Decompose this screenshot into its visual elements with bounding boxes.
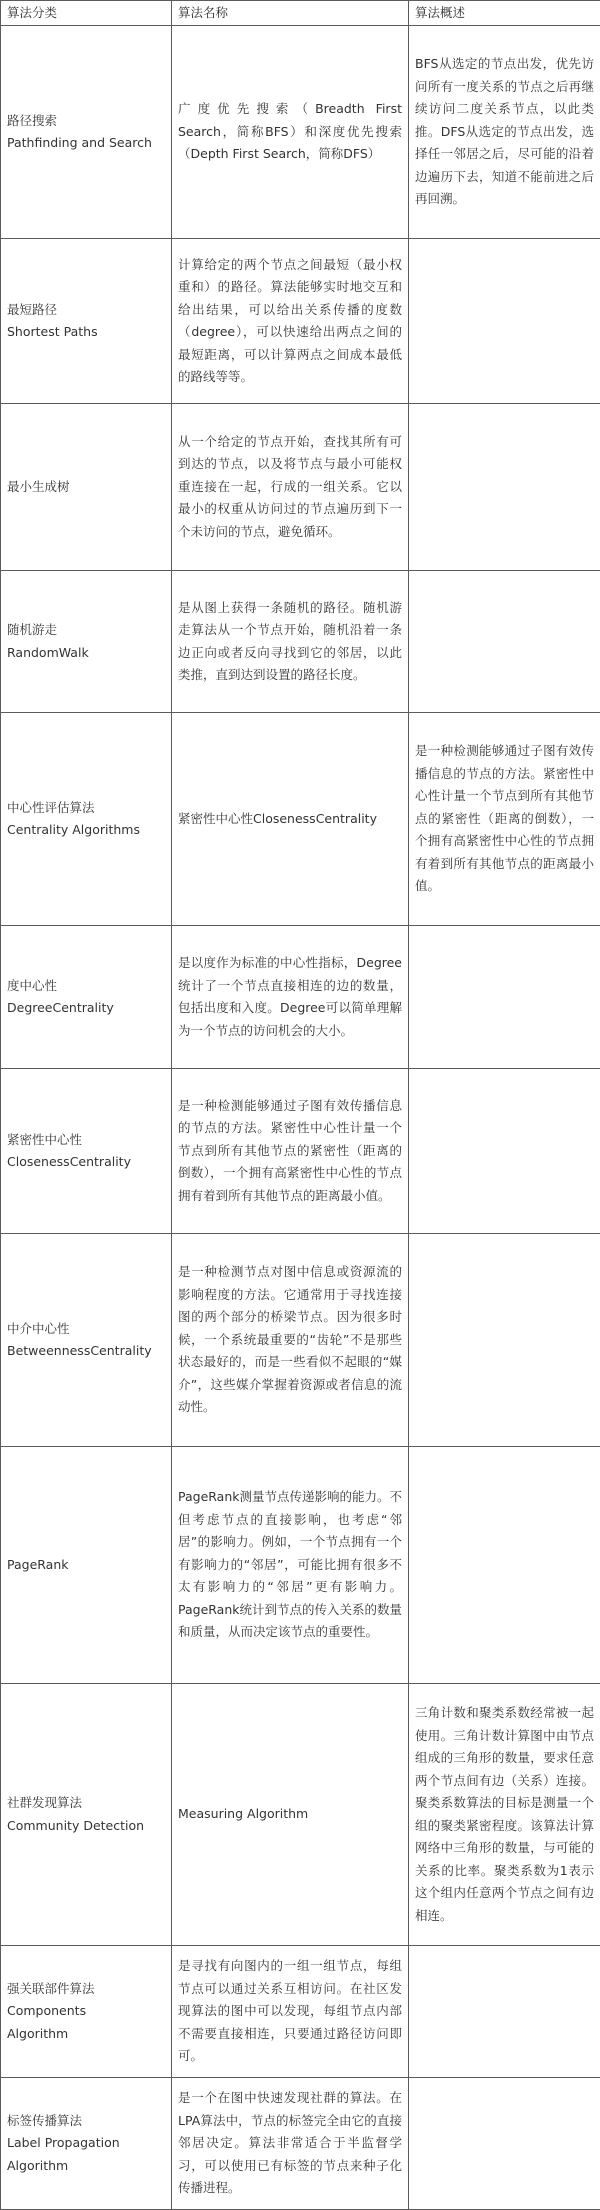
overview-cell (409, 2078, 600, 2210)
category-cell (1, 1946, 172, 2078)
overview-cell (409, 239, 600, 404)
table-row (1, 2078, 600, 2210)
category-label-en: BetweennessCentrality (7, 1340, 165, 1363)
name-cell: 是一种检测节点对图中信息或资源流的影响程度的方法。它通常用于寻找连接图的两个部分的桥梁节点。因为很多时候，一个系统最重要的“齿轮”不是那些状态最好的，而是一些看似不起眼的“媒介”，这些媒介掌握着资源或者信息的流动性。 (172, 1234, 409, 1447)
category-cell (1, 571, 172, 713)
overview-cell (409, 1069, 600, 1234)
name-cell: 是以度作为标准的中心性指标，Degree统计了一个节点直接相连的边的数量，包括出度和入度。Degree可以简单理解为一个节点的访问机会的大小。 (172, 926, 409, 1069)
table-row (1, 1946, 600, 2078)
category-cell (1, 926, 172, 1069)
name-cell: 是从图上获得一条随机的路径。随机游走算法从一个节点开始，随机沿着一条边正向或者反向寻找到它的邻居，以此类推，直到达到设置的路径长度。 (172, 571, 409, 713)
name-cell: 是一种检测能够通过子图有效传播信息的节点的方法。紧密性中心性计量一个节点到所有其他节点的紧密性（距离的倒数），一个拥有高紧密性中心性的节点拥有着到所有其他节点的距离最小值。 (172, 1069, 409, 1234)
category-cell (1, 1447, 172, 1684)
category-label-en: DegreeCentrality (7, 997, 165, 1020)
category-cell (1, 1069, 172, 1234)
table-row (1, 926, 600, 1069)
category-label: 随机游走 (7, 619, 165, 642)
category-label: 最短路径 (7, 299, 165, 322)
category-label-en: Label Propagation (7, 2132, 165, 2155)
category-label: 强关联部件算法 (7, 1978, 165, 2001)
category-label-en: Pathfinding and Search (7, 132, 165, 155)
overview-cell (409, 1447, 600, 1684)
category-label-en: Shortest Paths (7, 321, 165, 344)
category-cell (1, 2078, 172, 2210)
table-row (1, 1234, 600, 1447)
header-category: 算法分类 (1, 1, 172, 26)
table-row (1, 713, 600, 926)
category-cell (1, 713, 172, 926)
name-cell: PageRank测量节点传递影响的能力。不但考虑节点的直接影响，也考虑“邻居”的影响力。例如，一个节点拥有一个有影响力的“邻居”，可能比拥有很多不太有影响力的“邻居”更有影响力。PageRank统计到节点的传入关系的数量和质量，从而决定该节点的重要性。 (172, 1447, 409, 1684)
category-label: PageRank (7, 1554, 165, 1577)
table-row (1, 26, 600, 239)
name-cell: 是一个在图中快速发现社群的算法。在LPA算法中，节点的标签完全由它的直接邻居决定。算法非常适合于半监督学习，可以使用已有标签的节点来种子化传播进程。 (172, 2078, 409, 2210)
overview-cell (409, 1946, 600, 2078)
name-cell: 紧密性中心性ClosenessCentrality (172, 713, 409, 926)
table-row (1, 1069, 600, 1234)
category-label-en-2: Algorithm (7, 2023, 165, 2046)
header-overview: 算法概述 (409, 1, 600, 26)
table-row (1, 1447, 600, 1684)
name-cell: 计算给定的两个节点之间最短（最小权重和）的路径。算法能够实时地交互和给出结果，可以给出关系传播的度数（degree），可以快速给出两点之间的最短距离，可以计算两点之间成本最低的路线等等。 (172, 239, 409, 404)
overview-cell: 三角计数和聚类系数经常被一起使用。三角计数计算图中由节点组成的三角形的数量，要求任意两个节点间有边（关系）连接。聚类系数算法的目标是测量一个组的聚类紧密程度。该算法计算网络中三角形的数量，与可能的关系的比率。聚类系数为1表示这个组内任意两个节点之间有边相连。 (409, 1684, 600, 1946)
overview-cell (409, 571, 600, 713)
category-label: 紧密性中心性 (7, 1129, 165, 1152)
category-cell (1, 1684, 172, 1946)
category-cell (1, 404, 172, 571)
table-row (1, 239, 600, 404)
overview-cell (409, 926, 600, 1069)
table-row (1, 571, 600, 713)
category-label: 最小生成树 (7, 476, 165, 499)
header-name: 算法名称 (172, 1, 409, 26)
name-cell: 是寻找有向图内的一组一组节点，每组节点可以通过关系互相访问。在社区发现算法的图中可以发现，每组节点内部不需要直接相连，只要通过路径访问即可。 (172, 1946, 409, 2078)
category-label: 中介中心性 (7, 1318, 165, 1341)
name-cell: 从一个给定的节点开始，查找其所有可到达的节点，以及将节点与最小可能权重连接在一起，行成的一组关系。它以最小的权重从访问过的节点遍历到下一个未访问的节点，避免循环。 (172, 404, 409, 571)
category-label: 度中心性 (7, 975, 165, 998)
name-cell: 广度优先搜索（Breadth First Search，简称BFS）和深度优先搜索（Depth First Search，简称DFS） (172, 26, 409, 239)
category-label-en: ClosenessCentrality (7, 1151, 165, 1174)
category-label-en: Centrality Algorithms (7, 819, 165, 842)
category-label: 路径搜索 (7, 110, 165, 133)
overview-cell (409, 1234, 600, 1447)
category-label: 标签传播算法 (7, 2110, 165, 2133)
header-row (1, 1, 600, 26)
overview-cell: BFS从选定的节点出发，优先访问所有一度关系的节点之后再继续访问二度关系节点，以此类推。DFS从选定的节点出发，选择任一邻居之后，尽可能的沿着边遍历下去，知道不能前进之后再回溯。 (409, 26, 600, 239)
category-label: 中心性评估算法 (7, 797, 165, 820)
overview-cell (409, 404, 600, 571)
category-label: 社群发现算法 (7, 1792, 165, 1815)
overview-cell: 是一种检测能够通过子图有效传播信息的节点的方法。紧密性中心性计量一个节点到所有其他节点的紧密性（距离的倒数），一个拥有高紧密性中心性的节点拥有着到所有其他节点的距离最小值。 (409, 713, 600, 926)
category-label-en: RandomWalk (7, 642, 165, 665)
category-cell (1, 1234, 172, 1447)
category-cell (1, 239, 172, 404)
category-label-en: Community Detection (7, 1815, 165, 1838)
name-cell: Measuring Algorithm (172, 1684, 409, 1946)
table-row (1, 1684, 600, 1946)
category-label-en: Components (7, 2000, 165, 2023)
category-cell (1, 26, 172, 239)
table-row (1, 404, 600, 571)
category-label-en-2: Algorithm (7, 2155, 165, 2178)
